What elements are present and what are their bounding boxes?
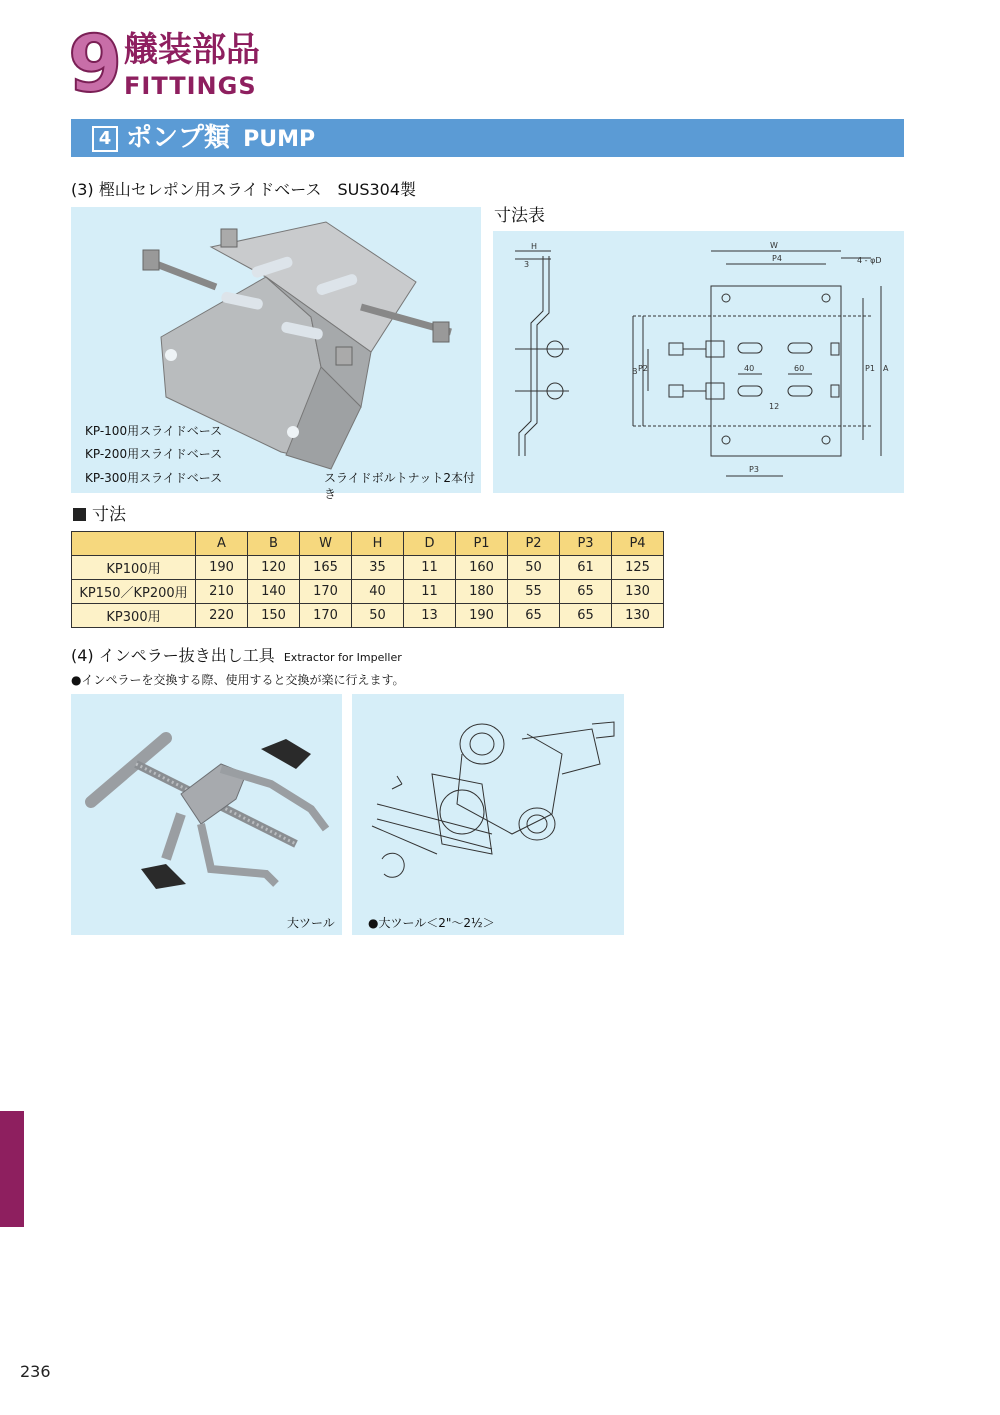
label-60: 60 (794, 364, 805, 373)
table-cell: 35 (352, 556, 404, 580)
table-cell: 130 (612, 580, 664, 604)
column-header: P4 (612, 532, 664, 556)
column-header: B (248, 532, 300, 556)
row-label: KP150／KP200用 (72, 580, 196, 604)
column-header: A (196, 532, 248, 556)
extractor-photo (71, 694, 342, 935)
table-cell: 210 (196, 580, 248, 604)
column-header: H (352, 532, 404, 556)
table-row (72, 556, 664, 580)
table-cell: 190 (196, 556, 248, 580)
photo-caption-kp100: KP-100用スライドベース (85, 424, 223, 438)
label-w: W (770, 241, 778, 250)
table-cell: 61 (560, 556, 612, 580)
table-header-row (72, 532, 664, 556)
square-bullet-icon (73, 508, 86, 521)
extractor-drawing-caption: ●大ツール＜2"～2½＞ (368, 916, 495, 930)
extractor-description: ●インペラーを交換する際、使用すると交換が楽に行えます。 (71, 673, 405, 687)
page-number: 236 (20, 1362, 51, 1381)
chapter-title-ja: 艤装部品 (124, 30, 260, 70)
photo-caption-kp300: KP-300用スライドベース (85, 471, 223, 485)
chapter-number: 9 (68, 20, 123, 110)
label-hole: 4 - φD (857, 256, 882, 265)
dimension-drawing (493, 231, 904, 493)
table-cell: 65 (560, 604, 612, 628)
table-cell: 170 (300, 604, 352, 628)
photo-note: スライドボルトナット2本付き (324, 471, 476, 501)
label-a: A (883, 364, 889, 373)
pump-drawing-illustration (352, 694, 624, 935)
column-header: P3 (560, 532, 612, 556)
slide-base-photo (71, 207, 481, 501)
extractor-photo-caption: 大ツール (287, 916, 335, 930)
table-row (72, 580, 664, 604)
extractor-heading-en: Extractor for Impeller (283, 651, 402, 664)
label-12: 12 (769, 402, 780, 411)
label-p4: P4 (772, 254, 782, 263)
photo-caption-kp200: KP-200用スライドベース (85, 447, 223, 461)
dimension-chart-title: 寸法表 (494, 206, 545, 226)
label-3: 3 (524, 260, 530, 269)
extractor-heading (71, 646, 402, 668)
label-h: H (531, 242, 538, 251)
dimensions-heading-text: 寸法 (92, 505, 126, 525)
table-cell: 140 (248, 580, 300, 604)
table-cell: 120 (248, 556, 300, 580)
table-cell: 160 (456, 556, 508, 580)
column-header: P2 (508, 532, 560, 556)
table-cell: 180 (456, 580, 508, 604)
dimensions-heading (73, 505, 126, 525)
row-label: KP100用 (72, 556, 196, 580)
section-title-en: PUMP (243, 127, 316, 152)
label-p2: P2 (638, 364, 648, 373)
section-title-ja: ポンプ類 (126, 123, 231, 153)
label-p3: P3 (749, 465, 759, 474)
table-cell: 50 (508, 556, 560, 580)
dimensions-table (71, 531, 664, 628)
label-40: 40 (744, 364, 755, 373)
table-cell: 165 (300, 556, 352, 580)
table-cell: 13 (404, 604, 456, 628)
slide-base-heading: (3) 樫山セレポン用スライドベース SUS304製 (71, 180, 417, 199)
table-cell: 170 (300, 580, 352, 604)
chapter-tab (0, 1111, 24, 1227)
table-cell: 190 (456, 604, 508, 628)
table-cell: 150 (248, 604, 300, 628)
table-cell: 125 (612, 556, 664, 580)
label-b: B (632, 367, 638, 376)
column-header: W (300, 532, 352, 556)
table-cell: 220 (196, 604, 248, 628)
section-title (126, 122, 315, 156)
table-cell: 55 (508, 580, 560, 604)
table-cell: 130 (612, 604, 664, 628)
extractor-tool-illustration (71, 694, 342, 935)
table-cell: 50 (352, 604, 404, 628)
table-cell: 11 (404, 580, 456, 604)
column-header: D (404, 532, 456, 556)
table-cell: 40 (352, 580, 404, 604)
table-cell: 65 (560, 580, 612, 604)
table-row (72, 604, 664, 628)
column-header (72, 532, 196, 556)
table-cell: 65 (508, 604, 560, 628)
extractor-drawing (352, 694, 624, 935)
section-number: 4 (92, 126, 118, 152)
chapter-title-en: FITTINGS (124, 72, 257, 100)
row-label: KP300用 (72, 604, 196, 628)
extractor-heading-ja: (4) インペラー抜き出し工具 (71, 646, 275, 665)
dimension-drawing-svg (493, 231, 904, 493)
table-cell: 11 (404, 556, 456, 580)
column-header: P1 (456, 532, 508, 556)
label-p1: P1 (865, 364, 875, 373)
